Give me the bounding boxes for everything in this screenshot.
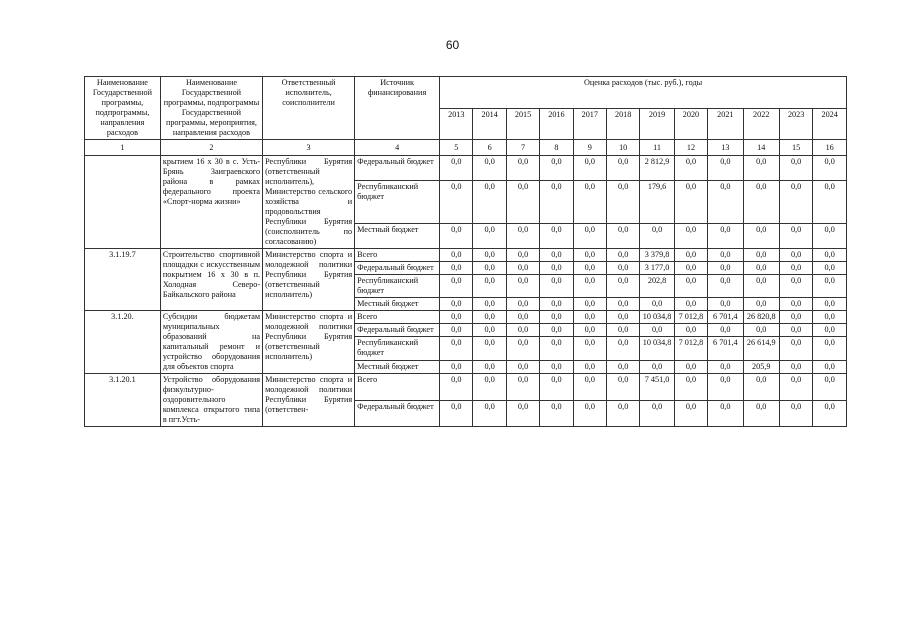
row-value: 0,0 (473, 249, 506, 262)
row-value: 0,0 (606, 400, 639, 427)
row-value: 0,0 (606, 275, 639, 298)
row-value: 0,0 (573, 262, 606, 275)
row-value: 0,0 (743, 400, 779, 427)
column-numbers-row (85, 140, 847, 156)
row-value: 0,0 (506, 337, 539, 360)
row-value: 0,0 (506, 224, 539, 249)
row-value: 6 701,4 (708, 337, 743, 360)
row-value: 0,0 (540, 400, 573, 427)
row-value: 0,0 (743, 262, 779, 275)
row-value: 0,0 (813, 224, 847, 249)
row-code: 3.1.20. (85, 311, 161, 374)
row-value: 0,0 (440, 224, 473, 249)
row-value: 205,9 (743, 360, 779, 373)
table-row (85, 374, 847, 401)
row-executor: Республики Бурятия (ответственный исполнитель), Министерство сельского хозяйства и продовольствия Республики Бурятия (соисполнитель по согласованию) (263, 156, 355, 249)
row-value: 0,0 (506, 324, 539, 337)
column-number: 5 (440, 140, 473, 156)
row-value: 0,0 (743, 374, 779, 401)
row-source: Федеральный бюджет (355, 156, 440, 181)
row-value: 0,0 (708, 180, 743, 224)
row-value: 0,0 (506, 298, 539, 311)
row-name: крытием 16 х 30 в с. Усть-Брянь Заиграевского района в рамках федерального проекта «Спорт-норма жизни» (160, 156, 262, 249)
row-value: 0,0 (813, 298, 847, 311)
row-value: 0,0 (573, 249, 606, 262)
row-value: 0,0 (440, 262, 473, 275)
row-value: 0,0 (779, 311, 812, 324)
row-value: 0,0 (540, 180, 573, 224)
row-code (85, 156, 161, 249)
row-source: Федеральный бюджет (355, 324, 440, 337)
row-name: Строительство спортивной площадки с искусственным покрытием 16 х 30 в п. Холодная Северо-Байкальского района (160, 249, 262, 311)
row-value: 0,0 (440, 311, 473, 324)
row-value: 0,0 (708, 224, 743, 249)
row-executor: Министерство спорта и молодежной политики Республики Бурятия (ответствен- (263, 374, 355, 427)
row-value: 0,0 (708, 156, 743, 181)
table-body (85, 156, 847, 427)
column-number: 6 (473, 140, 506, 156)
row-value: 0,0 (440, 275, 473, 298)
column-number: 1 (85, 140, 161, 156)
header-name: Наименование Государственной программы, подпрограммы, направления расходов (85, 77, 161, 140)
row-value: 0,0 (573, 275, 606, 298)
row-value: 0,0 (473, 262, 506, 275)
row-value: 0,0 (674, 262, 707, 275)
column-number: 15 (779, 140, 812, 156)
column-number: 10 (606, 140, 639, 156)
row-source: Федеральный бюджет (355, 262, 440, 275)
row-value: 0,0 (506, 262, 539, 275)
header-source: Источник финансирования (355, 77, 440, 140)
row-value: 0,0 (779, 262, 812, 275)
year-header: 2019 (640, 108, 674, 140)
year-header: 2017 (573, 108, 606, 140)
row-source: Местный бюджет (355, 224, 440, 249)
row-source: Республиканский бюджет (355, 180, 440, 224)
row-value: 0,0 (606, 298, 639, 311)
row-value: 0,0 (813, 156, 847, 181)
column-number: 12 (674, 140, 707, 156)
row-value: 0,0 (473, 360, 506, 373)
row-value: 0,0 (779, 156, 812, 181)
row-value: 0,0 (540, 156, 573, 181)
row-value: 0,0 (708, 275, 743, 298)
row-value: 0,0 (743, 224, 779, 249)
row-value: 0,0 (473, 337, 506, 360)
row-value: 0,0 (473, 311, 506, 324)
row-value: 0,0 (779, 337, 812, 360)
row-value: 0,0 (779, 360, 812, 373)
row-value: 0,0 (708, 262, 743, 275)
row-source: Всего (355, 249, 440, 262)
header-costs: Оценка расходов (тыс. руб.), годы (440, 77, 847, 109)
row-value: 7 012,8 (674, 311, 707, 324)
row-value: 0,0 (440, 156, 473, 181)
row-source: Местный бюджет (355, 360, 440, 373)
row-value: 0,0 (440, 400, 473, 427)
row-value: 0,0 (440, 298, 473, 311)
column-number: 16 (813, 140, 847, 156)
row-value: 0,0 (540, 275, 573, 298)
row-value: 0,0 (674, 180, 707, 224)
header-executor: Ответственный исполнитель, соисполнители (263, 77, 355, 140)
row-value: 0,0 (813, 262, 847, 275)
row-value: 0,0 (506, 360, 539, 373)
column-number: 2 (160, 140, 262, 156)
row-value: 0,0 (708, 374, 743, 401)
row-value: 26 820,8 (743, 311, 779, 324)
row-value: 0,0 (440, 374, 473, 401)
row-value: 0,0 (813, 324, 847, 337)
row-value: 10 034,8 (640, 337, 674, 360)
row-value: 0,0 (813, 400, 847, 427)
row-value: 0,0 (573, 311, 606, 324)
budget-table (84, 76, 847, 427)
row-value: 0,0 (708, 400, 743, 427)
row-value: 0,0 (813, 180, 847, 224)
row-value: 0,0 (440, 249, 473, 262)
row-value: 0,0 (606, 249, 639, 262)
year-header: 2024 (813, 108, 847, 140)
row-value: 0,0 (606, 360, 639, 373)
row-value: 6 701,4 (708, 311, 743, 324)
row-value: 0,0 (606, 311, 639, 324)
row-value: 0,0 (640, 298, 674, 311)
row-value: 0,0 (506, 249, 539, 262)
row-value: 179,6 (640, 180, 674, 224)
year-header: 2023 (779, 108, 812, 140)
row-value: 0,0 (473, 224, 506, 249)
row-value: 0,0 (540, 262, 573, 275)
column-number: 3 (263, 140, 355, 156)
row-value: 0,0 (813, 360, 847, 373)
row-value: 0,0 (473, 374, 506, 401)
row-value: 0,0 (813, 374, 847, 401)
row-value: 0,0 (573, 337, 606, 360)
row-executor: Министерство спорта и молодежной политики Республики Бурятия (ответственный исполнитель) (263, 311, 355, 374)
row-value: 0,0 (674, 249, 707, 262)
row-value: 0,0 (743, 249, 779, 262)
row-value: 0,0 (779, 180, 812, 224)
row-value: 0,0 (674, 374, 707, 401)
header-row (85, 77, 847, 109)
row-value: 0,0 (440, 360, 473, 373)
column-number: 7 (506, 140, 539, 156)
column-number: 13 (708, 140, 743, 156)
row-value: 0,0 (743, 275, 779, 298)
row-value: 0,0 (473, 400, 506, 427)
row-source: Республиканский бюджет (355, 337, 440, 360)
header-program: Наименование Государственной программы, подпрограммы Государственной программы, мероприятия, направления расходов (160, 77, 262, 140)
row-value: 0,0 (440, 180, 473, 224)
row-value: 0,0 (540, 224, 573, 249)
column-number: 11 (640, 140, 674, 156)
year-header: 2016 (540, 108, 573, 140)
year-header: 2020 (674, 108, 707, 140)
row-value: 0,0 (640, 224, 674, 249)
row-value: 0,0 (708, 298, 743, 311)
row-value: 0,0 (506, 374, 539, 401)
table-row (85, 156, 847, 181)
page-number: 60 (445, 38, 460, 52)
row-value: 3 177,0 (640, 262, 674, 275)
year-header: 2015 (506, 108, 539, 140)
row-value: 0,0 (640, 324, 674, 337)
row-value: 0,0 (674, 360, 707, 373)
row-value: 0,0 (779, 275, 812, 298)
row-value: 0,0 (573, 324, 606, 337)
row-value: 0,0 (573, 360, 606, 373)
column-number: 14 (743, 140, 779, 156)
year-header: 2013 (440, 108, 473, 140)
row-value: 0,0 (473, 180, 506, 224)
row-name: Субсидии бюджетам муниципальных образований на капитальный ремонт и устройство оборудования для объектов спорта (160, 311, 262, 374)
row-value: 0,0 (440, 324, 473, 337)
row-value: 0,0 (606, 337, 639, 360)
row-value: 10 034,8 (640, 311, 674, 324)
row-value: 0,0 (674, 156, 707, 181)
row-value: 0,0 (573, 400, 606, 427)
row-value: 0,0 (674, 298, 707, 311)
row-value: 0,0 (640, 400, 674, 427)
row-value: 0,0 (606, 262, 639, 275)
row-value: 0,0 (674, 400, 707, 427)
row-value: 7 012,8 (674, 337, 707, 360)
year-header: 2014 (473, 108, 506, 140)
row-value: 0,0 (573, 180, 606, 224)
row-value: 0,0 (606, 180, 639, 224)
row-value: 0,0 (473, 324, 506, 337)
row-value: 0,0 (708, 324, 743, 337)
row-value: 0,0 (779, 324, 812, 337)
row-value: 0,0 (506, 311, 539, 324)
row-value: 0,0 (606, 374, 639, 401)
row-value: 0,0 (440, 337, 473, 360)
row-value: 0,0 (473, 298, 506, 311)
row-value: 0,0 (743, 156, 779, 181)
row-value: 202,8 (640, 275, 674, 298)
row-value: 0,0 (506, 275, 539, 298)
row-value: 0,0 (779, 298, 812, 311)
row-value: 0,0 (540, 249, 573, 262)
row-value: 0,0 (540, 298, 573, 311)
row-value: 0,0 (606, 224, 639, 249)
row-value: 0,0 (506, 156, 539, 181)
row-value: 0,0 (640, 360, 674, 373)
row-value: 0,0 (473, 156, 506, 181)
row-value: 0,0 (813, 249, 847, 262)
row-source: Местный бюджет (355, 298, 440, 311)
row-source: Всего (355, 311, 440, 324)
row-value: 0,0 (540, 337, 573, 360)
column-number: 9 (573, 140, 606, 156)
row-value: 0,0 (573, 156, 606, 181)
row-value: 0,0 (779, 224, 812, 249)
row-value: 0,0 (674, 275, 707, 298)
column-number: 8 (540, 140, 573, 156)
row-value: 0,0 (606, 156, 639, 181)
row-value: 7 451,0 (640, 374, 674, 401)
row-value: 0,0 (743, 324, 779, 337)
row-value: 0,0 (573, 374, 606, 401)
row-value: 0,0 (813, 337, 847, 360)
row-value: 0,0 (506, 180, 539, 224)
row-value: 0,0 (674, 224, 707, 249)
row-executor: Министерство спорта и молодежной политики Республики Бурятия (ответственный исполнитель) (263, 249, 355, 311)
row-value: 0,0 (540, 360, 573, 373)
year-header: 2021 (708, 108, 743, 140)
row-value: 0,0 (573, 298, 606, 311)
row-source: Республиканский бюджет (355, 275, 440, 298)
table-row (85, 311, 847, 324)
row-value: 0,0 (743, 298, 779, 311)
row-value: 0,0 (743, 180, 779, 224)
row-value: 0,0 (540, 311, 573, 324)
row-value: 0,0 (813, 311, 847, 324)
row-value: 0,0 (813, 275, 847, 298)
row-value: 0,0 (573, 224, 606, 249)
row-name: Устройство оборудования физкультурно-оздоровительного комплекса открытого типа в пгт.Усть- (160, 374, 262, 427)
row-value: 0,0 (606, 324, 639, 337)
row-code: 3.1.19.7 (85, 249, 161, 311)
row-source: Всего (355, 374, 440, 401)
row-code: 3.1.20.1 (85, 374, 161, 427)
row-value: 0,0 (540, 324, 573, 337)
row-value: 2 812,9 (640, 156, 674, 181)
row-value: 0,0 (674, 324, 707, 337)
row-value: 3 379,8 (640, 249, 674, 262)
year-header: 2022 (743, 108, 779, 140)
row-value: 0,0 (540, 374, 573, 401)
year-header: 2018 (606, 108, 639, 140)
column-number: 4 (355, 140, 440, 156)
row-source: Федеральный бюджет (355, 400, 440, 427)
row-value: 26 614,9 (743, 337, 779, 360)
row-value: 0,0 (506, 400, 539, 427)
row-value: 0,0 (473, 275, 506, 298)
table-row (85, 249, 847, 262)
row-value: 0,0 (708, 249, 743, 262)
row-value: 0,0 (708, 360, 743, 373)
row-value: 0,0 (779, 374, 812, 401)
row-value: 0,0 (779, 400, 812, 427)
row-value: 0,0 (779, 249, 812, 262)
